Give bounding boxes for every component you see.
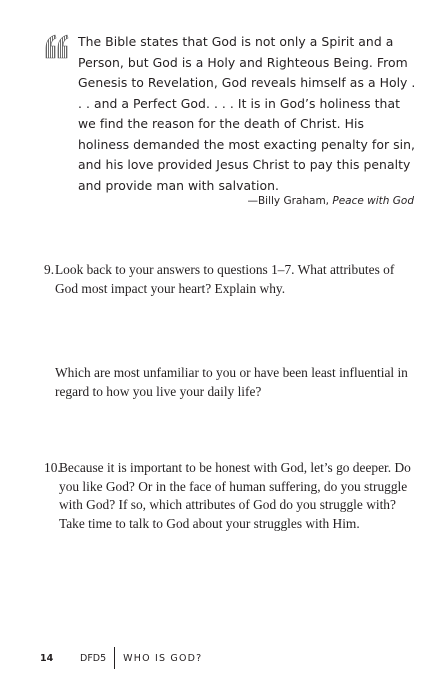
question-9-followup (44, 364, 416, 401)
question-text: Which are most unfamiliar to you or have been least influential in regard to how you live your daily life? (55, 365, 408, 399)
page-number: 14 (40, 652, 54, 664)
question-number: 9. (44, 262, 55, 277)
footer-divider (114, 647, 115, 669)
question-number: 10. (44, 460, 61, 475)
question-text: Look back to your answers to questions 1–7. What attributes of God most impact your heart? Explain why. (55, 262, 395, 296)
question-9 (44, 261, 416, 298)
series-label: DFD5 (80, 652, 107, 664)
quote-work-title: Peace with God (332, 195, 414, 207)
quote-attribution (44, 194, 414, 208)
question-text: Because it is important to be honest with God, let’s go deeper. Do you like God? Or in the face of human suffering, do you struggle with God? If so, which attributes of God do you struggle with? Take time to talk to God about your struggles with Him. (59, 460, 411, 531)
quote-text: The Bible states that God is not only a Spirit and a Person, but God is a Holy and Righteous Being. From Genesis to Revelation, God reveals himself as a Holy . . . and a Perfect God. . . . It is in God’s holiness that we find the reason for the death of Christ. His holiness demanded the most exacting penalty for sin, and his love provided Jesus Christ to pay this penalty and provide man with salvation. (78, 34, 416, 193)
chapter-title: WHO IS GOD? (123, 652, 203, 664)
page-footer (40, 647, 202, 669)
quotation-mark-icon (44, 34, 70, 60)
question-10 (44, 459, 416, 533)
quote-author: —Billy Graham, (247, 195, 333, 207)
